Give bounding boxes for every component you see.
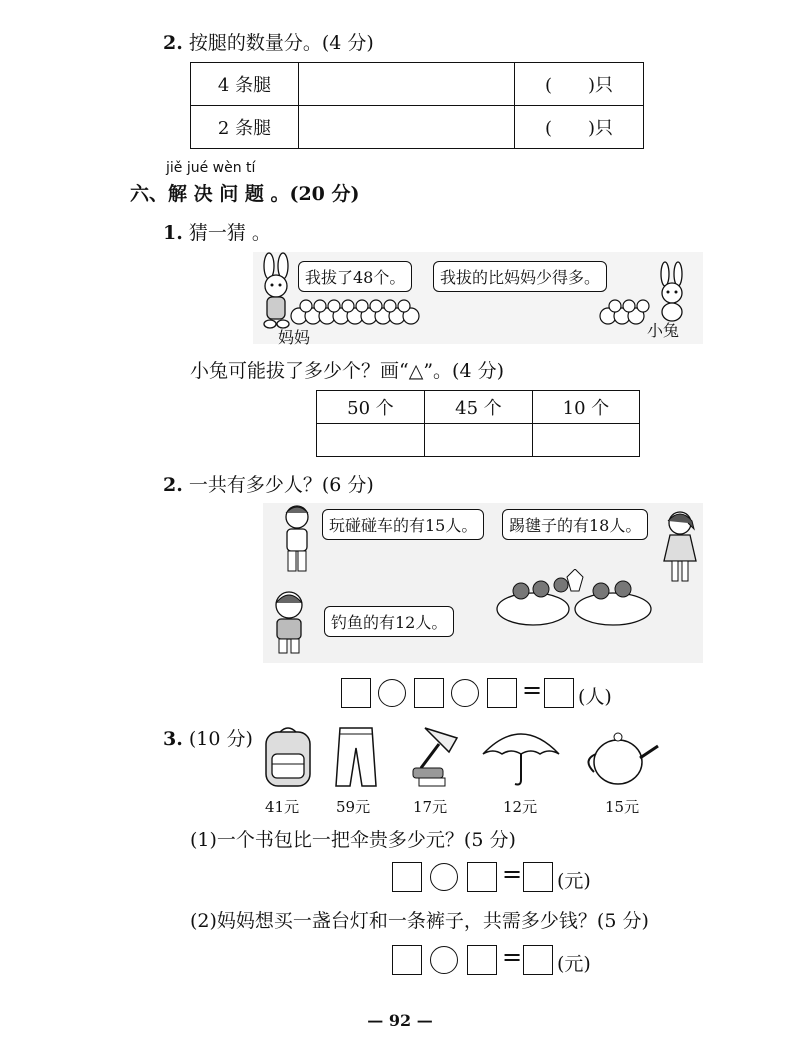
operator-circle[interactable] [451, 679, 479, 707]
problem-text: 猜一猜 。 [188, 222, 271, 244]
answer-box[interactable] [487, 678, 517, 708]
equals-sign: = [502, 860, 523, 888]
table-row [317, 424, 640, 457]
question-number: 2. [163, 32, 183, 54]
section-pinyin: jiě jué wèn tí [166, 160, 256, 176]
mom-speech-bubble: 我拔了48个。 [298, 261, 412, 292]
count-blank[interactable]: ( )只 [515, 63, 644, 106]
carrots-icon [289, 294, 424, 329]
pants-icon [330, 724, 382, 790]
problem-text: 一共有多少人？(6 分) [188, 474, 374, 496]
answer-box[interactable] [414, 678, 444, 708]
problem-number: 2. [163, 474, 183, 496]
problem-1-title [163, 218, 271, 245]
answer-area[interactable] [299, 63, 515, 106]
equals-sign: = [522, 676, 543, 704]
table-row [317, 391, 640, 424]
answer-box[interactable] [341, 678, 371, 708]
problem-number: 3. [163, 728, 183, 750]
question-2-title [163, 28, 374, 55]
problem-number: 1. [163, 222, 183, 244]
answer-box[interactable] [392, 945, 422, 975]
mom-label: 妈妈 [278, 328, 311, 347]
operator-circle[interactable] [430, 863, 458, 891]
option-header: 10 个 [533, 391, 640, 424]
subquestion-1: (1)一个书包比一把伞贵多少元？(5 分) [190, 829, 516, 851]
operator-circle[interactable] [378, 679, 406, 707]
problem-3-title [163, 724, 253, 751]
bumper-cars-icon [495, 569, 655, 631]
unit-label: (元) [557, 870, 591, 892]
answer-box[interactable] [544, 678, 574, 708]
price-label: 17元 [413, 798, 448, 816]
answer-box[interactable] [467, 862, 497, 892]
mark-cell[interactable] [533, 424, 640, 457]
boy-icon [277, 503, 317, 575]
teapot-icon [582, 724, 662, 790]
problem-1-question: 小兔可能拔了多少个？画“△”。(4 分) [190, 360, 504, 382]
umbrella-icon [479, 722, 563, 788]
fishing-boy-icon [265, 589, 315, 659]
section-title: 六、解 决 问 题 。(20 分) [130, 183, 360, 205]
unit-label: (人) [578, 686, 612, 708]
fishing-speech-bubble: 钓鱼的有12人。 [324, 606, 454, 637]
equals-sign: = [502, 943, 523, 971]
price-label: 15元 [605, 798, 640, 816]
shuttlecock-speech-bubble: 踢毽子的有18人。 [502, 509, 648, 540]
table-row [191, 106, 644, 149]
backpack-icon [258, 724, 318, 790]
answer-box[interactable] [523, 862, 553, 892]
price-label: 59元 [336, 798, 371, 816]
answer-area[interactable] [299, 106, 515, 149]
table-row [191, 63, 644, 106]
option-header: 50 个 [317, 391, 425, 424]
count-blank[interactable]: ( )只 [515, 106, 644, 149]
answer-box[interactable] [467, 945, 497, 975]
rabbit-label: 小兔 [647, 321, 680, 340]
option-header: 45 个 [425, 391, 533, 424]
problem-points: (10 分) [188, 728, 253, 750]
price-label: 41元 [265, 798, 300, 816]
row-label: 2 条腿 [191, 106, 299, 149]
operator-circle[interactable] [430, 946, 458, 974]
subquestion-2: (2)妈妈想买一盏台灯和一条裤子，共需多少钱？(5 分) [190, 910, 649, 932]
guess-table [316, 390, 640, 457]
girl-icon [658, 507, 703, 587]
mark-cell[interactable] [425, 424, 533, 457]
answer-box[interactable] [392, 862, 422, 892]
desk-lamp-icon [405, 724, 465, 790]
legs-table [190, 62, 644, 149]
problem-2-title [163, 470, 374, 497]
question-text: 按腿的数量分。(4 分) [188, 32, 374, 54]
row-label: 4 条腿 [191, 63, 299, 106]
unit-label: (元) [557, 953, 591, 975]
bumper-car-speech-bubble: 玩碰碰车的有15人。 [322, 509, 484, 540]
price-label: 12元 [503, 798, 538, 816]
answer-box[interactable] [523, 945, 553, 975]
mark-cell[interactable] [317, 424, 425, 457]
rabbit-speech-bubble: 我拔的比妈妈少得多。 [433, 261, 607, 292]
page-number: — 92 — [367, 1011, 433, 1030]
